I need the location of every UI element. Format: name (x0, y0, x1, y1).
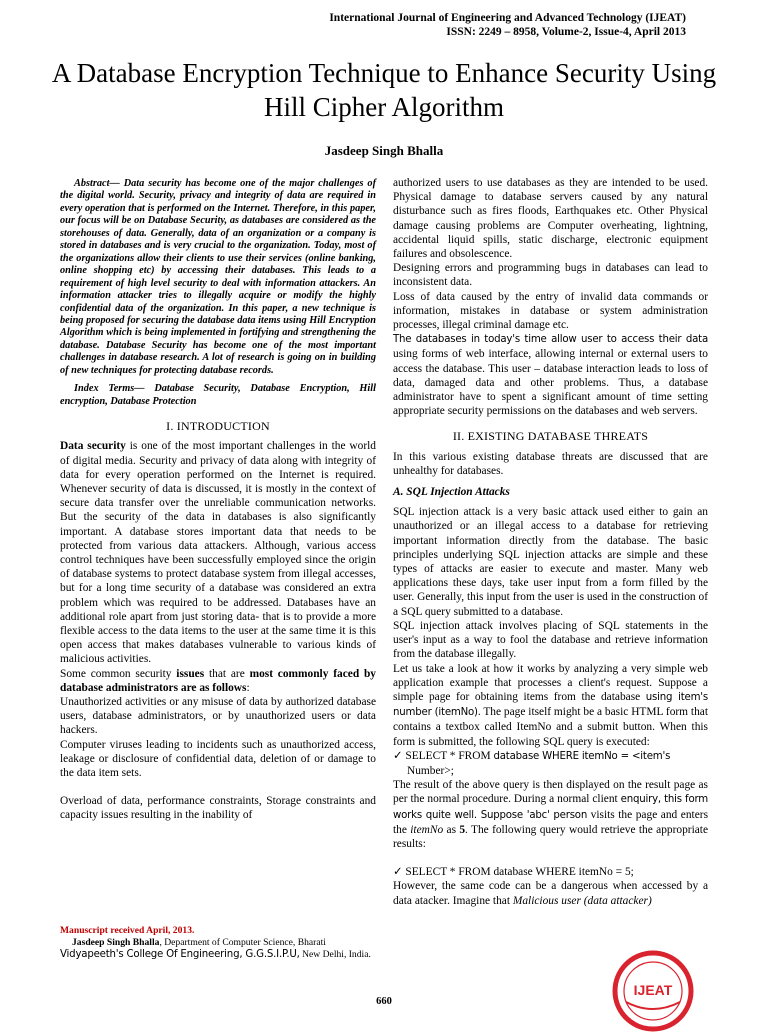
sqli-paragraph-3 (393, 662, 708, 749)
sqli-paragraph-2: SQL injection attack involves placing of SQL statements in the user's input as a way to fool the database and retrieve information from the database illegally. (393, 619, 708, 661)
sqli-p4-text-a: The result of the above query is then displayed on the result page as per the normal procedure. During a normal client (393, 779, 708, 806)
issues-paragraph (60, 667, 376, 695)
intro-bold-term: Data security (60, 440, 126, 453)
issues-text-c: that are (204, 667, 250, 680)
subsection-heading-sqli: A. SQL Injection Attacks (393, 486, 510, 499)
left-column (60, 178, 376, 823)
sqli-paragraph-1: SQL injection attack is a very basic attack used either to gain an unauthorized or an illegal access to a database for retrieving important information directly from the database. The basic principles underlying SQL injection attacks are simple and these types of attacks are easier to execute and master. Many web applications these days, take user input from a form filled by the user. Generally, this input from the user is used in the construction of a SQL query submitted to a database. (393, 506, 708, 618)
sqli-p3-text-b: . The page itself might be a basic HTML form that contains a textbox called ItemNo and a submit button. When this form is submitted, the following SQL query is executed: (393, 706, 708, 748)
index-terms-label: Index Terms— (74, 383, 145, 395)
sqli-p5-italic: Malicious user (data attacker) (512, 894, 652, 907)
footnote-text: , Department of Computer Science, Bharati (159, 937, 326, 948)
abstract (60, 178, 376, 377)
right-paragraph-2: Designing errors and programming bugs in databases can lead to inconsistent data. (393, 262, 708, 289)
issue-overload: Overload of data, performance constraints, Storage constraints and capacity issues resulting in the inability of (60, 795, 376, 822)
footnote (60, 925, 378, 961)
query1-continuation: Number>; (407, 764, 454, 777)
issues-bold-phrase: most commonly faced by database administrators are as follows (60, 667, 376, 694)
journal-header: International Journal of Engineering and Advanced Technology (IJEAT) (329, 12, 686, 24)
issues-colon: : (246, 681, 250, 694)
sqli-p4-bold: 5 (459, 823, 466, 836)
right-p4-text: using forms of web interface, allowing internal or external users to access the database. This user – database interaction leads to loss of data, damaged data and other problems. Thus, a database administrator have to spent a significant amount of time setting appropriate security permissions on the databases and web servers. (393, 348, 708, 418)
issue-viruses: Computer viruses leading to incidents such as unauthorized access, leakage or disclosure of confidential data, deletion of or damage to the data item sets. (60, 738, 376, 780)
footnote-college: Vidyapeeth's College Of Engineering, G.G.S.I.P.U, (60, 949, 300, 960)
sqli-p3-text-a: Let us take a look at how it works by analyzing a very simple web application example that processes a client's request. Suppose a simple page for obtaining items from the database (393, 662, 708, 703)
issn-header: ISSN: 2249 – 8958, Volume-2, Issue-4, April 2013 (446, 26, 686, 38)
sqli-p4-italic: itemNo (410, 823, 444, 836)
sqli-p4-text-c: as (443, 823, 460, 836)
sqli-p4-mono: enquiry, this form works quite well. Suppose 'abc' person (393, 794, 709, 821)
intro-paragraph (60, 439, 376, 666)
author-affiliation (60, 937, 378, 961)
query1-mono: database WHERE itemNo = <item's (493, 750, 671, 762)
sqli-p5-text: However, the same code can be a dangerous when accessed by a data atacker. Imagine that (393, 880, 708, 907)
right-column (393, 176, 708, 908)
sqli-p4-text-b: visits the page and enters the (393, 808, 708, 836)
sqli-p3-mono: using item's number (itemNo) (393, 691, 708, 719)
paper-title: A Database Encryption Technique to Enhance Security Using Hill Cipher Algorithm (51, 58, 717, 122)
ijeat-logo (612, 950, 694, 1032)
right-paragraph-1: authorized users to use databases as they are intended to be used. Physical damage to database servers caused by any natural disturbance such as fires floods, Earthquakes etc. Other Physical damage causing problems are Computer overheating, lightning, accidental liquid spills, static discharge, electronic equipment failures and obsolescence. (393, 177, 708, 261)
threats-intro: In this various existing database threats are discussed that are unhealthy for databases. (393, 450, 708, 477)
abstract-text: Data security has become one of the major challenges of the digital world. Security, privacy and integrity of data are required in every operation that is performed on the Internet. Therefore, in this paper, our focus will be on Database Security, as databases are considered as the storehouses of data. Generally, data of an organization or a company is stored in databases and is very crucial to the organization. Today, most of the organizations allow their clients to use their services (online banking, online shopping etc) by accessing their databases. This leads to a requirement of high level security to deal with information attackers. An information attacker tries to illegally acquire or modify the highly confidential data of the organization. In this paper, a new technique is being proposed for securing the database data items using Hill Encryption Algorithm which is being implemented in fortifying and strengthening the database. Database Security has become one of the most important challenges in database research. A lot of research is going on in building of new techniques for protecting database records. (60, 178, 376, 376)
issues-text-a: Some common security (60, 667, 177, 680)
sql-query-2: ✓ SELECT * FROM database WHERE itemNo = 5; (393, 866, 634, 879)
sql-query-1 (393, 749, 708, 778)
logo-text: IJEAT (633, 982, 673, 998)
right-p4-mono: The databases in today's time allow user to access their data (393, 334, 708, 346)
author-name: Jasdeep Singh Bhalla (324, 143, 444, 158)
intro-text: is one of the most important challenges in the world of digital media. Security and privacy of data along with integrity of data for every operation performed on the Internet is required. Whenever security of data is discussed, it is mostly in the context of secure data transfer over the unreliable communication networks. But the security of the data in databases is also significantly important. A database stores important data that needs to be protected from various data attackers. Although, various access control techniques have been successfully employed since the origin of database systems to protect database system from illegal accesses, but for a long time security of a database was considered an extra problem which was required to be addressed. Databases have an additional role apart from just storing data- that is to provide a more flexible access to the data items to the user at the same time it is this open access that makes databases vulnerable to various kinds of malicious activities. (60, 440, 376, 666)
footnote-location: New Delhi, India. (299, 949, 371, 960)
query1-start: ✓ SELECT * FROM (393, 749, 494, 762)
sqli-paragraph-5 (393, 879, 708, 907)
section-heading-introduction: I. INTRODUCTION (166, 419, 270, 434)
section-heading-threats: II. EXISTING DATABASE THREATS (452, 429, 649, 444)
right-paragraph-4 (393, 332, 708, 418)
issue-unauthorized: Unauthorized activities or any misuse of data by authorized database users, database administrators, or by unauthorized users or data hackers. (60, 696, 376, 737)
abstract-label: Abstract— (74, 178, 120, 189)
footnote-author: Jasdeep Singh Bhalla (72, 937, 160, 948)
index-terms-text: Database Security, Database Encryption, Hill encryption, Database Protection (60, 383, 376, 407)
issues-bold: issues (176, 667, 205, 680)
sqli-paragraph-4 (393, 778, 708, 851)
right-paragraph-3: Loss of data caused by the entry of invalid data commands or information, mistakes in database or system administration processes, illegal criminal damage etc. (393, 290, 708, 332)
index-terms (60, 383, 376, 408)
page-number: 660 (376, 996, 392, 1007)
manuscript-received: Manuscript received April, 2013. (60, 925, 195, 936)
sqli-p4-text-d: . The following query would retrieve the appropriate results: (393, 823, 709, 850)
